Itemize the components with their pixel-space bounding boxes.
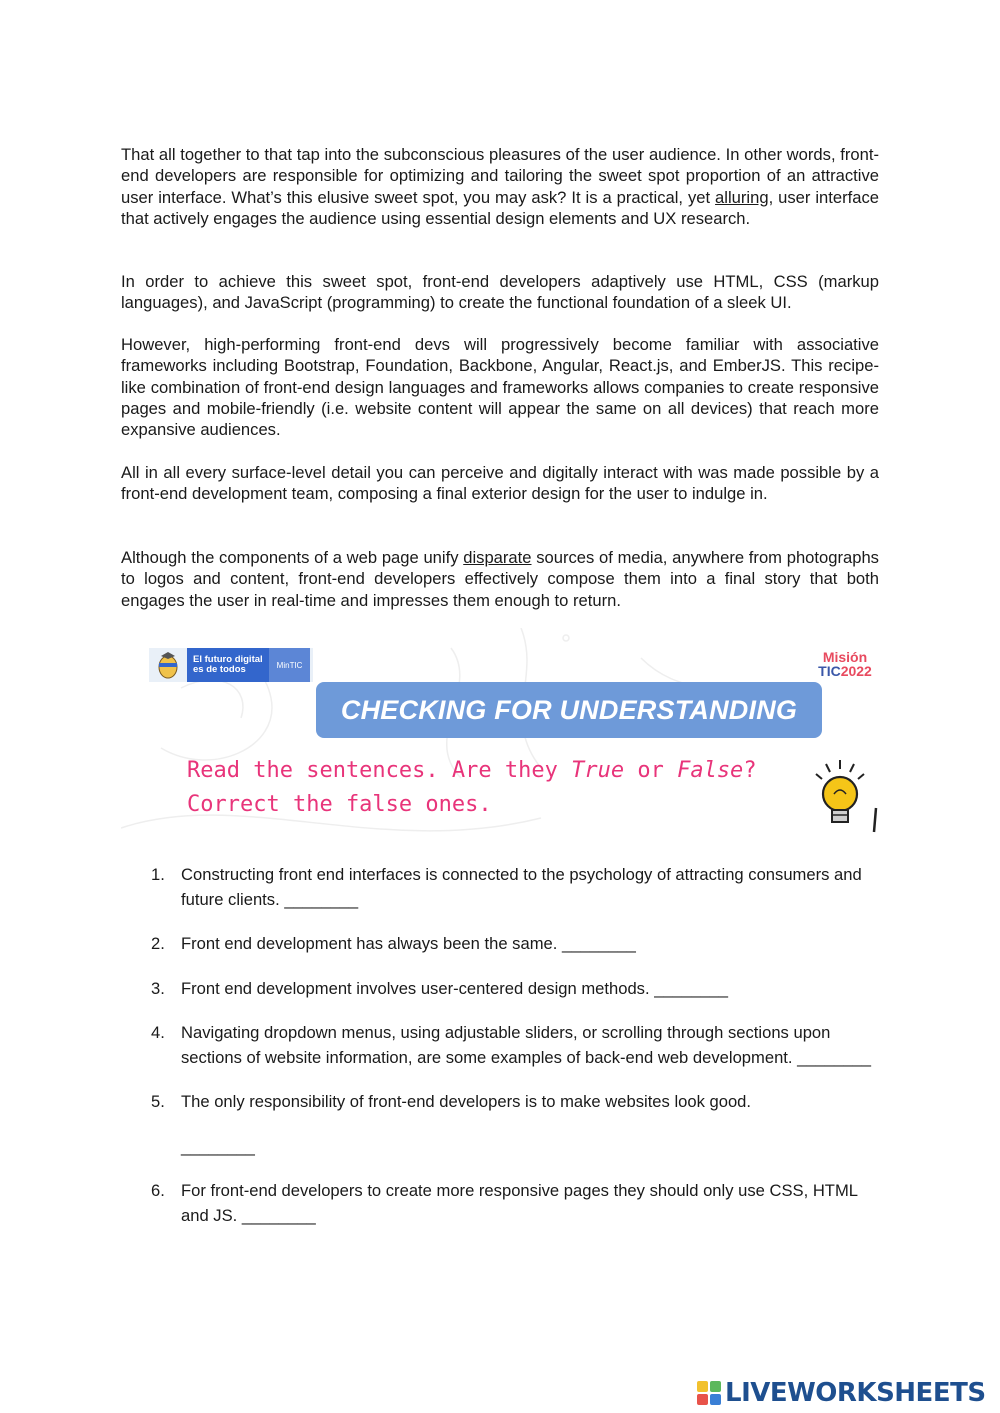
- question-text: Navigating dropdown menus, using adjustable sliders, or scrolling through sections upon sections of website information, are some examples of back-end web development.: [181, 1023, 831, 1067]
- question-item: [151, 1021, 881, 1070]
- instruction-line-1: [187, 754, 757, 788]
- gov-logo-line-1: El futuro digital: [193, 654, 263, 665]
- paragraph-2: In order to achieve this sweet spot, front-end developers adaptively use HTML, CSS (markup languages), and JavaScript (programming) to create the functional foundation of a sleek UI.: [121, 272, 879, 313]
- paragraph-3: However, high-performing front-end devs will progressively become familiar with associative frameworks including Bootstrap, Foundation, Backbone, Angular, React.js, and EmberJS. This recipe-like combination of front-end design languages and frameworks allows companies to create responsive pages and mobile-friendly (i.e. website content will appear the same on all devices) that reach more expansive audiences.: [121, 335, 879, 440]
- checking-for-understanding-title: CHECKING FOR UNDERSTANDING: [316, 682, 822, 738]
- answer-blank[interactable]: ________: [241, 1205, 316, 1225]
- question-item: [151, 863, 881, 912]
- instruction-part-a: Read the sentences. Are they: [187, 758, 572, 783]
- instruction-line-2: Correct the false ones.: [187, 792, 492, 817]
- paragraph-1: [121, 144, 879, 229]
- coat-of-arms-icon: [153, 650, 183, 680]
- answer-blank[interactable]: ________: [284, 889, 359, 909]
- instruction-or: or: [624, 758, 678, 783]
- mision-logo-line-2: [813, 664, 877, 678]
- underlined-word-disparate: disparate: [463, 548, 532, 567]
- gov-logo: [149, 648, 313, 682]
- liveworksheets-logo: [697, 1378, 986, 1408]
- question-item: [151, 1090, 881, 1159]
- question-text: Front end development has always been the same.: [181, 934, 562, 953]
- answer-blank[interactable]: ________: [181, 1136, 255, 1156]
- question-number: 3.: [151, 978, 165, 998]
- question-item: [151, 1179, 881, 1228]
- lightbulb-icon: [804, 758, 880, 840]
- mision-tic-logo: [813, 650, 877, 678]
- gov-logo-ministry: MinTIC: [269, 648, 311, 682]
- question-item: [151, 932, 881, 957]
- question-number: 4.: [151, 1023, 165, 1042]
- true-false-question-list: [151, 863, 881, 1228]
- question-text: Constructing front end interfaces is connected to the psychology of attracting consumers and future clients.: [181, 865, 862, 909]
- instruction-qmark: ?: [743, 758, 757, 783]
- question-number: 1.: [151, 865, 165, 884]
- paragraph-1-text-b: , user interface that actively engages the audience using essential design elements and UX research.: [121, 187, 879, 228]
- answer-blank[interactable]: ________: [561, 934, 636, 953]
- instruction-true: True: [571, 758, 625, 783]
- paragraph-5-text-a: Although the components of a web page unify: [121, 548, 464, 567]
- answer-blank[interactable]: ________: [654, 978, 729, 998]
- underlined-word-alluring: alluring: [715, 187, 769, 207]
- paragraph-5-text-b: sources of media, anywhere from photographs to logos and content, front-end developers effectively compose them into a final story that both engages the user in real-time and impresses them enough to return.: [121, 548, 879, 610]
- instruction-false: False: [677, 758, 744, 783]
- question-number: 2.: [151, 934, 165, 953]
- question-number: 6.: [151, 1181, 165, 1200]
- liveworksheets-grid-icon: [697, 1381, 721, 1405]
- question-text: Front end development involves user-centered design methods.: [181, 978, 655, 998]
- gov-logo-slogan: [187, 648, 269, 682]
- question-item: [151, 977, 881, 1002]
- paragraph-5: [121, 547, 879, 611]
- liveworksheets-wordmark: LIVEWORKSHEETS: [725, 1378, 986, 1408]
- question-text: The only responsibility of front-end developers is to make websites look good.: [181, 1092, 752, 1111]
- question-number: 5.: [151, 1092, 165, 1111]
- answer-blank[interactable]: ________: [797, 1047, 871, 1067]
- mision-logo-year: 2022: [840, 663, 872, 679]
- instruction-text: [187, 754, 757, 822]
- activity-banner: [121, 628, 881, 840]
- paragraph-4: All in all every surface-level detail you can perceive and digitally interact with was made possible by a front-end development team, composing a final exterior design for the user to indulge in.: [121, 463, 879, 504]
- paragraph-1-text-a: That all together to that tap into the subconscious pleasures of the user audience. In other words, front-end developers are responsible for optimizing and tailoring the sweet spot proportion of an attractive user interface. What’s this elusive sweet spot, you may ask? It is a practical, yet: [121, 145, 879, 207]
- mision-logo-tic: TIC: [818, 663, 841, 679]
- mision-logo-line-1: Misión: [822, 649, 868, 665]
- question-text: For front-end developers to create more responsive pages they should only use CSS, HTML and JS.: [181, 1181, 858, 1225]
- gov-logo-line-2: es de todos: [193, 664, 246, 675]
